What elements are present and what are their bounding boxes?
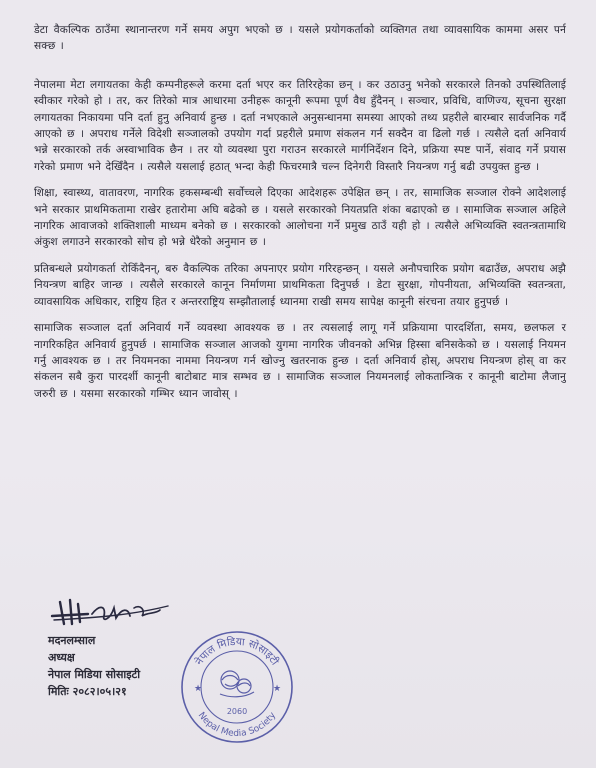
svg-text:नेपाल मिडिया सोसाइटी: नेपाल मिडिया सोसाइटी (193, 635, 281, 668)
paragraph-4: प्रतिबन्धले प्रयोगकर्ता रोकिँदैनन्, बरु वैकल्पिक तरिका अपनाएर प्रयोग गरिरहन्छन् । यसले अनौपचारिक प्रयोग बढाउँछ, अपराध अझै नियन्त्रण बाहिर जान्छ । त्यसैले सरकारले कानून निर्माणमा प्राथमिकता दिनुपर्छ । डेटा सुरक्षा, गोपनीयता, अभिव्यक्ति स्वतन्त्रता, व्यावसायिक अधिकार, राष्ट्रिय हित र अन्तरराष्ट्रिय सम्झौतालाई ध्यानमा राखी समय सापेक्ष कानूनी संरचना तयार हुनुपर्छ । (34, 262, 566, 308)
organization-seal (178, 628, 296, 746)
svg-text:★: ★ (273, 684, 282, 694)
signatory-title: अध्यक्ष (48, 651, 75, 664)
paragraph-5: सामाजिक सञ्जाल दर्ता अनिवार्य गर्ने व्यवस्था आवश्यक छ । तर त्यसलाई लागू गर्ने प्रक्रियामा पारदर्शिता, समय, छलफल र नागरिकहित अनिवार्य हुनुपर्छ । सामाजिक सञ्जाल आजको युगमा नागरिक जीवनको अभिन्न हिस्सा बनिसकेको छ । यसलाई नियमन गर्नु आवश्यक छ । तर नियमनका नाममा नियन्त्रण गर्न खोज्नु खतरनाक हुन्छ । दर्ता अनिवार्य होस्, अपराध नियन्त्रण होस् वा कर संकलन सबै कुरा पारदर्शी कानूनी बाटोबाट मात्र सम्भव छ । सामाजिक सञ्जाल नियमनलाई लोकतान्त्रिक र कानूनी बाटोमा लैजानु जरुरी छ । यसमा सरकारको गम्भिर ध्यान जावोस् । (34, 322, 566, 400)
organization-name: नेपाल मिडिया सोसाइटी (48, 668, 141, 681)
seal-year: 2060 (226, 707, 248, 716)
svg-text:★: ★ (194, 684, 203, 694)
paragraph-3: शिक्षा, स्वास्थ्य, वातावरण, नागरिक हकसम्बन्धी सर्वोच्चले दिएका आदेशहरू उपेक्षित छन् । तर, सामाजिक सञ्जाल रोक्ने आदेशलाई भने सरकार प्राथमिकतामा राखेर हतारोमा अघि बढेको छ । यसले सरकारको नियतप्रति शंका बढाएको छ । सामाजिक सञ्जाल अहिले नागरिक आवाजको शक्तिशाली माध्यम बनेको छ । सरकारको आलोचना गर्ने प्रमुख ठाउँ यही हो । त्यसैले अभिव्यक्ति स्वतन्त्रतामाथि अंकुश लगाउने सरकारको सोच हो भन्ने धेरैको अनुमान छ । (34, 187, 566, 249)
signatory-name: मदनलम्साल (48, 634, 96, 647)
paragraph-2: नेपालमा मेटा लगायतका केही कम्पनीहरूले करमा दर्ता भएर कर तिरिरहेका छन् । कर उठाउनु भनेको सरकारले तिनको उपस्थितिलाई स्वीकार गरेको हो । तर, कर तिरेको मात्र आधारमा उनीहरू कानूनी रूपमा पूर्ण वैध हुँदैनन् । सञ्चार, प्रविधि, वाणिज्य, सूचना सुरक्षा लगायतका निकायमा पनि दर्ता हुनु अनिवार्य हुन्छ । दर्ता नभएकाले अनुसन्धानमा समस्या आएको तथ्य प्रहरीले बारम्बार सार्वजनिक गर्दै आएको छ । अपराध गर्नेले विदेशी सञ्जालको उपयोग गर्दा प्रहरीले प्रमाण संकलन गर्न सक्दैन वा ढिलो गर्छ । त्यसैले दर्ता अनिवार्य भन्ने सरकारको तर्क अस्वाभाविक छैन । तर यो व्यवस्था पुरा गराउन सरकारले मार्गनिर्देशन दिने, प्रक्रिया स्पष्ट पार्ने, संवाद गर्ने प्रयास गरेको प्रमाण भने देखिँदैन । त्यसैले यसलाई हठात् भन्दा केही फिचरमात्रै चल्न दिनेगरी विस्तारै नियन्त्रण गर्नु बढी उपयुक्त हुन्छ । (34, 78, 566, 173)
handwritten-signature (48, 594, 178, 630)
svg-text:Nepal Media Society: Nepal Media Society (195, 710, 279, 740)
seal-emblem (220, 671, 254, 697)
letter-date: मितिः २०८२।०५।२१ (48, 685, 127, 698)
paragraph-1: डेटा वैकल्पिक ठाउँमा स्थानान्तरण गर्ने समय अपुग भएको छ । यसले प्रयोगकर्ताको व्यक्तिगत तथा व्यावसायिक काममा असर पर्न सक्छ । (34, 24, 566, 53)
